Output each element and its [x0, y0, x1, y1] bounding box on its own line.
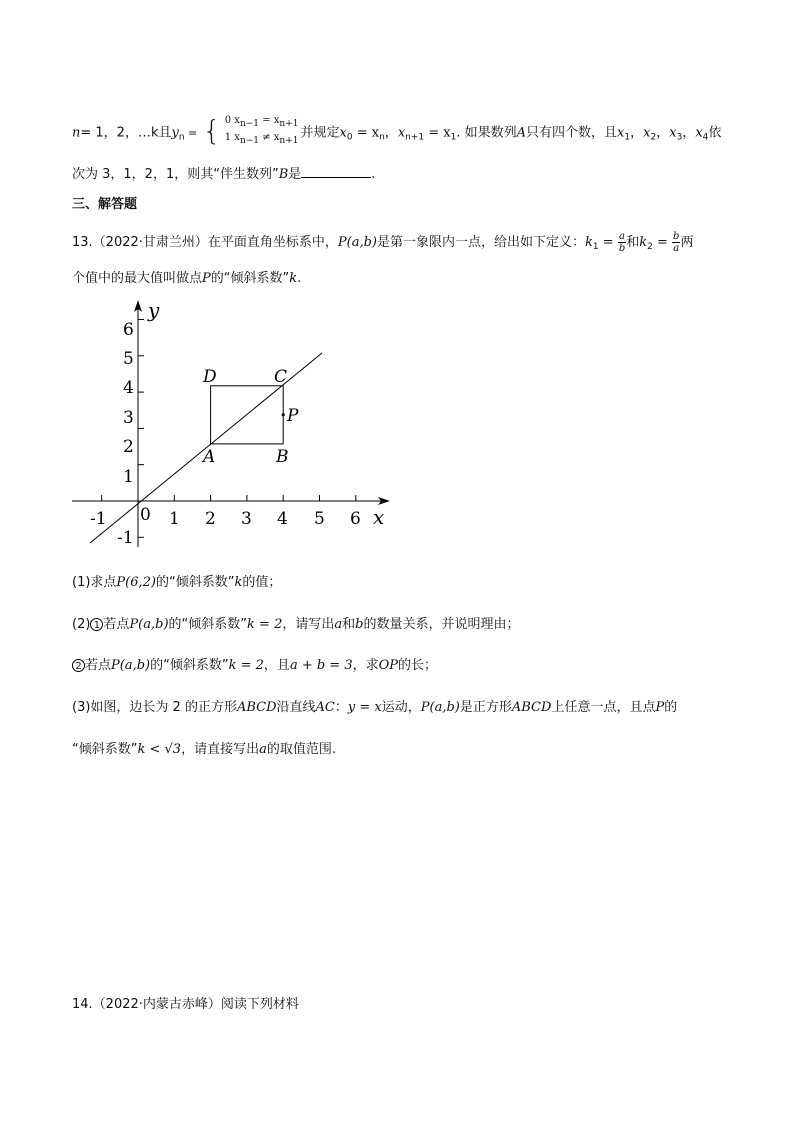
- q14-heading: 14.（2022·内蒙古赤峰）阅读下列材料: [72, 997, 299, 1012]
- x-tick-label: 4: [277, 509, 288, 529]
- x-tick-label: 6: [350, 509, 361, 529]
- part-2-1: (2) 1 若点P(a,b)的“倾斜系数”k = 2，请写出a和b的数量关系，并说明理由；: [72, 617, 520, 632]
- section-title: 三、解答题: [72, 197, 138, 212]
- y-tick-label: 2: [123, 437, 134, 457]
- y-tick-label: -1: [117, 528, 134, 548]
- part-2-2: 2 若点P(a,b)的“倾斜系数”k = 2，且a + b = 3，求OP的长；: [72, 657, 437, 675]
- y-tick-label: 4: [123, 378, 134, 398]
- fraction-a-over-b: $\frac{a}{b}$: [618, 231, 626, 254]
- x-tick-label: 5: [314, 509, 325, 529]
- label-D: D: [203, 367, 217, 387]
- q12-piecewise: { 0 xn−1 = xn+1 1 xn−1 ≠ xn+1: [202, 114, 299, 147]
- x-tick-label: -1: [90, 509, 107, 529]
- circled-number: 2: [72, 659, 85, 672]
- y-tick-label: 3: [123, 408, 134, 428]
- q13-line1: 13.（2022·甘肃兰州）在平面直角坐标系中，P(a,b)是第一象限内一点，给出如下定义：$k_1$ = $\frac{a}{b}$ 和$k_2$ = $\frac{b}{a}$ 两: [72, 231, 694, 254]
- label-B: B: [276, 447, 289, 467]
- q12-n: n: [72, 125, 81, 141]
- answer-blank[interactable]: [301, 165, 371, 178]
- point-p: [282, 413, 285, 416]
- q12-y: y: [171, 125, 179, 141]
- x-tick-label: 1: [169, 509, 180, 529]
- part-3: (3)如图，边长为 2 的正方形ABCD沿直线AC：y = x运动，P(a,b)是正方形ABCD上任意一点，且点P的: [72, 700, 678, 715]
- fraction-b-over-a: $\frac{b}{a}$: [673, 231, 680, 254]
- y-tick-label: 1: [123, 467, 134, 487]
- x-ticks: [102, 495, 356, 501]
- x-axis-label: x: [373, 505, 385, 529]
- x-tick-label: 2: [205, 509, 216, 529]
- q12-rule: 并规定: [300, 125, 340, 141]
- y-tick-label: 6: [123, 320, 134, 340]
- y-axis-label: y: [148, 298, 160, 322]
- x-tick-label: 3: [241, 509, 252, 529]
- circled-number: 1: [90, 618, 103, 631]
- q12-line1: n= 1，2，…k且$y_n$ = { 0 xn−1 = xn+1 1 xn−1 ≠ xn+1 并规定$x_0 = x_n$，$x_{n+1} = x_1$. 如果数列A只有四个数，且$x_1$，$x_2$，$x_3$，$x_4$依: [72, 114, 722, 147]
- origin-label: 0: [140, 505, 151, 525]
- label-C: C: [274, 367, 288, 387]
- q12-y-sub: n: [178, 132, 185, 143]
- q12-seq: = 1，2，…k且: [80, 125, 172, 141]
- label-P: P: [287, 406, 299, 426]
- part-3-cont: “倾斜系数”k < √3，请直接写出a的取值范围.: [72, 742, 336, 757]
- q12-line2: 次为 3，1，2，1，则其“伴生数列”B是 .: [72, 167, 376, 182]
- q13-line2: 个值中的最大值叫做点P的“倾斜系数”k.: [72, 271, 302, 286]
- label-A: A: [203, 447, 216, 467]
- coordinate-figure: [60, 295, 400, 555]
- y-tick-label: 5: [123, 349, 134, 369]
- part-1: (1)求点P(6,2)的“倾斜系数”k的值；: [72, 575, 282, 590]
